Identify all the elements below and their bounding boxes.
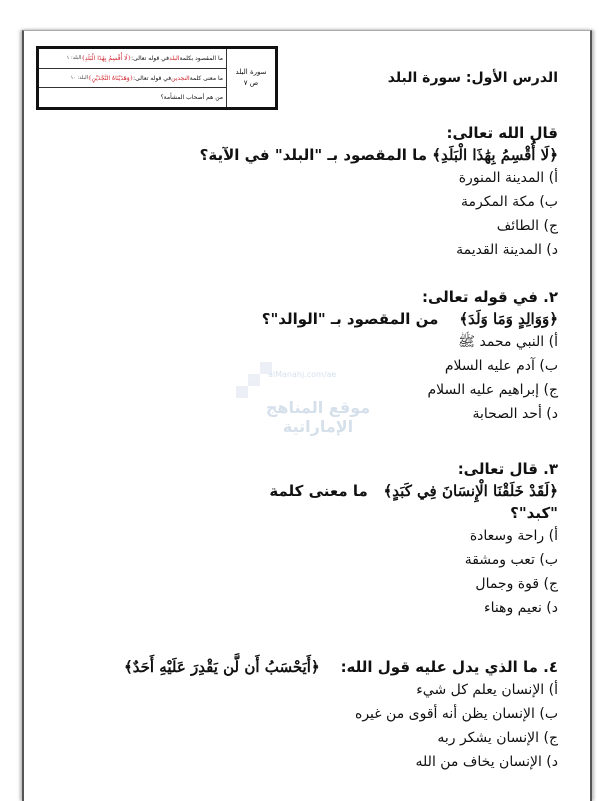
question-1-ayah: ﴿لَا أُقْسِمُ بِهَٰذَا الْبَلَدِ﴾ <box>432 146 558 164</box>
header-row-1-mid: في قوله تعالى: <box>131 54 170 62</box>
question-3-option-a: أ) راحة وسعادة <box>469 528 558 544</box>
question-1-option-c: ج) الطائف <box>496 218 558 234</box>
lesson-title: الدرس الأول: سورة البلد <box>387 70 558 86</box>
header-surah-name: سورة البلد <box>235 68 267 76</box>
question-3-stem: ما معنى كلمة <box>269 482 368 500</box>
header-row-3 <box>39 88 226 107</box>
question-1-intro: قال الله تعالى: <box>446 124 558 142</box>
header-row-2 <box>39 69 226 89</box>
question-2 <box>88 286 558 426</box>
question-4 <box>88 656 558 774</box>
watermark-url: alManahj.com/ae <box>268 370 337 379</box>
question-2-intro: ٢. في قوله تعالى: <box>421 288 558 306</box>
header-row-1-word: البلد <box>169 54 180 62</box>
header-page-number: ص ٧ <box>243 79 259 87</box>
question-4-option-b: ب) الإنسان يظن أنه أقوى من غيره <box>354 706 558 722</box>
question-3-line <box>88 480 558 502</box>
question-2-line <box>88 308 558 330</box>
question-4-option-d: د) الإنسان يخاف من الله <box>415 754 558 770</box>
header-row-1 <box>39 49 226 69</box>
header-questions <box>39 49 226 107</box>
question-3-option-c: ج) قوة وجمال <box>475 576 558 592</box>
header-row-1-pre: ما المقصود بكلمة <box>179 54 223 62</box>
header-row-2-pre: ما معنى كلمة <box>189 74 223 82</box>
question-3-option-d: د) نعيم وهناء <box>483 600 558 616</box>
question-2-option-c: ج) إبراهيم عليه السلام <box>427 382 558 398</box>
question-4-option-c: ج) الإنسان يشكر ربه <box>437 730 558 746</box>
question-3-ayah: ﴿لَقَدْ خَلَقْنَا الْإِنسَانَ فِي كَبَدٍ﴾ <box>383 482 558 500</box>
watermark-name: موقع المناهج الإماراتية <box>265 398 371 436</box>
header-row-2-word: النجدين <box>171 74 190 82</box>
question-1 <box>88 122 558 262</box>
question-3-intro: ٣. قال تعالى: <box>457 460 558 478</box>
header-row-3-text: من هم أصحاب المشأمة؟ <box>160 94 223 102</box>
question-3 <box>88 458 558 620</box>
question-2-ayah: ﴿وَوَالِدٍ وَمَا وَلَدَ﴾ <box>459 310 558 328</box>
question-1-option-b: ب) مكة المكرمة <box>461 194 558 210</box>
header-row-2-ref: البلد: ١٠ <box>70 75 88 81</box>
question-4-line <box>88 656 558 678</box>
question-1-line <box>88 144 558 166</box>
header-row-2-mid: في قوله تعالى: <box>133 74 172 82</box>
header-row-1-ref: البلد: ١ <box>66 55 82 62</box>
question-1-stem: ما المقصود بـ "البلد" في الآية؟ <box>199 146 428 164</box>
question-2-stem: من المقصود بـ "الوالد"؟ <box>261 310 439 328</box>
question-2-option-b: ب) آدم عليه السلام <box>444 358 558 374</box>
question-2-option-a: أ) النبي محمد ﷺ <box>458 334 558 350</box>
question-4-intro: ٤. ما الذي يدل عليه قول الله: <box>340 658 558 676</box>
question-4-option-a: أ) الإنسان يعلم كل شيء <box>416 682 558 698</box>
header-surah-cell <box>226 49 275 107</box>
header-table <box>36 46 278 110</box>
header-row-2-ayah: ﴿وَهَدَيْنَاهُ النَّجْدَيْنِ﴾ <box>87 74 134 82</box>
question-1-option-a: أ) المدينة المنورة <box>458 170 558 186</box>
question-3-option-b: ب) تعب ومشقة <box>464 552 558 568</box>
question-3-stem-2: "كبد"؟ <box>510 504 558 522</box>
question-1-option-d: د) المدينة القديمة <box>456 242 558 258</box>
question-4-ayah: ﴿أَيَحْسَبُ أَن لَّن يَقْدِرَ عَلَيْهِ أَحَدٌ﴾ <box>123 658 320 676</box>
question-2-option-d: د) أحد الصحابة <box>472 406 558 422</box>
header-row-1-ayah: ﴿لَا أُقْسِمُ بِهَٰذَا الْبَلَدِ﴾ <box>81 54 132 62</box>
